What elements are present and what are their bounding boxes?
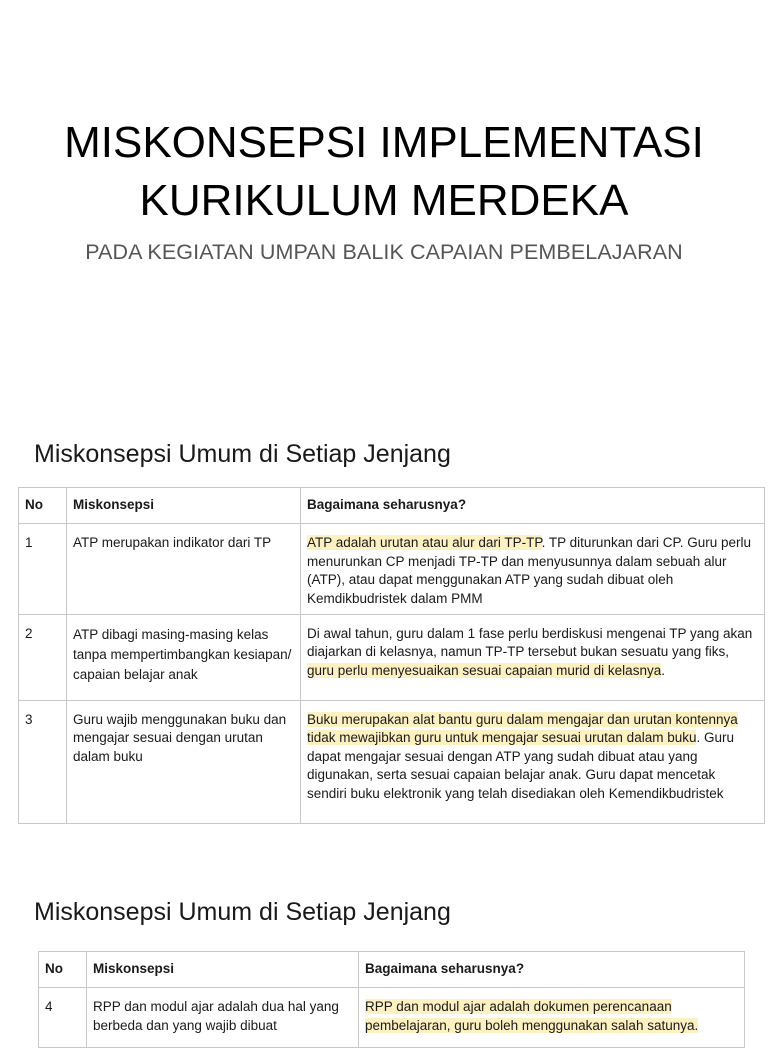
- slide-title-line-1: MISKONSEPSI IMPLEMENTASI: [64, 118, 704, 167]
- cell-no: 1: [19, 524, 67, 615]
- table-row: [39, 988, 745, 1048]
- slide-title: [0, 114, 768, 230]
- cell-no: 4: [39, 988, 87, 1048]
- header-seharusnya: Bagaimana seharusnya?: [359, 952, 745, 988]
- highlighted-text: RPP dan modul ajar adalah dokumen perencanaan pembelajaran, guru boleh menggunakan salah satunya.: [365, 999, 699, 1033]
- cell-miskonsepsi: Guru wajib menggunakan buku dan mengajar sesuai dengan urutan dalam buku: [67, 701, 301, 824]
- header-no: No: [39, 952, 87, 988]
- section-heading-2: Miskonsepsi Umum di Setiap Jenjang: [34, 898, 451, 926]
- table-header-row: [39, 952, 745, 988]
- misconception-table-2: [38, 951, 745, 1048]
- table-row: [19, 524, 765, 615]
- cell-text: .: [661, 662, 665, 678]
- cell-miskonsepsi: RPP dan modul ajar adalah dua hal yang berbeda dan yang wajib dibuat: [87, 988, 359, 1048]
- table-header-row: [19, 488, 765, 524]
- cell-text: . TP diturunkan dari CP. Guru perlu menurunkan CP menjadi TP-TP dan menyusunnya dalam sebuah alur (ATP), atau dapat menggunakan ATP yang sudah dibuat oleh Kemdikbudristek dalam PMM: [307, 535, 752, 606]
- cell-text: Di awal tahun, guru dalam 1 fase perlu berdiskusi mengenai TP yang akan diajarkan di kelasnya, namun TP-TP tersebut bukan sesuatu yang fiks,: [307, 626, 753, 660]
- misconception-table-1: [18, 487, 765, 824]
- cell-seharusnya: [301, 701, 765, 824]
- slide-title-line-2: KURIKULUM MERDEKA: [139, 176, 629, 225]
- cell-seharusnya: [301, 524, 765, 615]
- header-no: No: [19, 488, 67, 524]
- cell-no: 2: [19, 615, 67, 701]
- header-seharusnya: Bagaimana seharusnya?: [301, 488, 765, 524]
- slide-subtitle: PADA KEGIATAN UMPAN BALIK CAPAIAN PEMBELAJARAN: [85, 240, 683, 264]
- cell-miskonsepsi: ATP dibagi masing-masing kelas tanpa mempertimbangkan kesiapan/ capaian belajar anak: [67, 615, 301, 701]
- header-miskonsepsi: Miskonsepsi: [67, 488, 301, 524]
- cell-no: 3: [19, 701, 67, 824]
- table-row: [19, 701, 765, 824]
- section-heading-1: Miskonsepsi Umum di Setiap Jenjang: [34, 440, 451, 468]
- highlighted-text: guru perlu menyesuaikan sesuai capaian murid di kelasnya: [307, 662, 662, 678]
- highlighted-text: Buku merupakan alat bantu guru dalam mengajar dan urutan kontennya tidak mewajibkan guru untuk mengajar sesuai urutan dalam buku: [307, 712, 738, 746]
- cell-text: . Guru dapat mengajar sesuai dengan ATP yang sudah dibuat atau yang digunakan, serta sesuai capaian belajar anak. Guru dapat mencetak sendiri buku elektronik yang telah disediakan oleh Kemendikbudristek: [307, 730, 734, 801]
- cell-seharusnya: [359, 988, 745, 1048]
- cell-miskonsepsi: ATP merupakan indikator dari TP: [67, 524, 301, 615]
- header-miskonsepsi: Miskonsepsi: [87, 952, 359, 988]
- highlighted-text: ATP adalah urutan atau alur dari TP-TP: [307, 535, 542, 551]
- cell-seharusnya: [301, 615, 765, 701]
- table-row: [19, 615, 765, 701]
